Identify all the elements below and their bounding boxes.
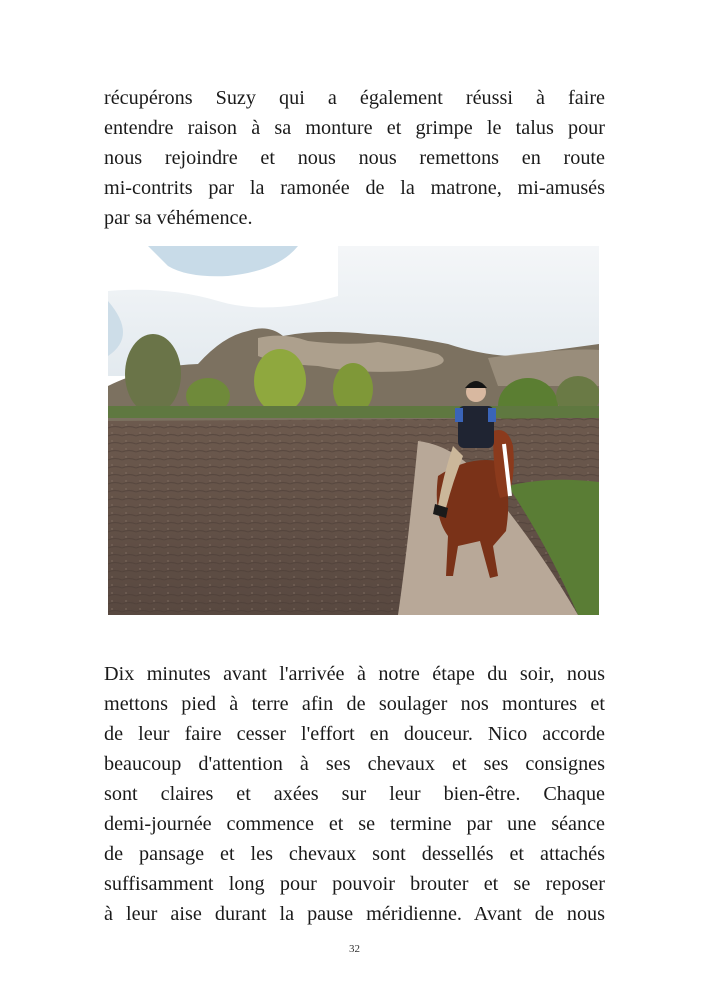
text-line: de pansage et les chevaux sont dessellés et attachés (104, 843, 605, 865)
text-line: à leur aise durant la pause méridienne. Avant de nous (104, 903, 605, 925)
text-line: suffisamment long pour pouvoir brouter et se reposer (104, 873, 605, 895)
text-line: entendre raison à sa monture et grimpe le talus pour (104, 117, 605, 139)
paragraph-2 (104, 659, 605, 929)
text-line: par sa véhémence. (104, 207, 253, 229)
text-line: de leur faire cesser l'effort en douceur. Nico accorde (104, 723, 605, 745)
text-line: nous rejoindre et nous nous remettons en route (104, 147, 605, 169)
text-line: mettons pied à terre afin de soulager nos montures et (104, 693, 605, 715)
paragraph-1 (104, 83, 605, 233)
text-line: Dix minutes avant l'arrivée à notre étape du soir, nous (104, 663, 605, 685)
text-line: sont claires et axées sur leur bien-être. Chaque (104, 783, 605, 805)
text-line: beaucoup d'attention à ses chevaux et ses consignes (104, 753, 605, 775)
page-number: 32 (349, 943, 360, 955)
text-line: récupérons Suzy qui a également réussi à faire (104, 87, 605, 109)
horse-rider-photo (108, 246, 599, 615)
text-line: mi-contrits par la ramonée de la matrone, mi-amusés (104, 177, 605, 199)
text-line: demi-journée commence et se termine par une séance (104, 813, 605, 835)
